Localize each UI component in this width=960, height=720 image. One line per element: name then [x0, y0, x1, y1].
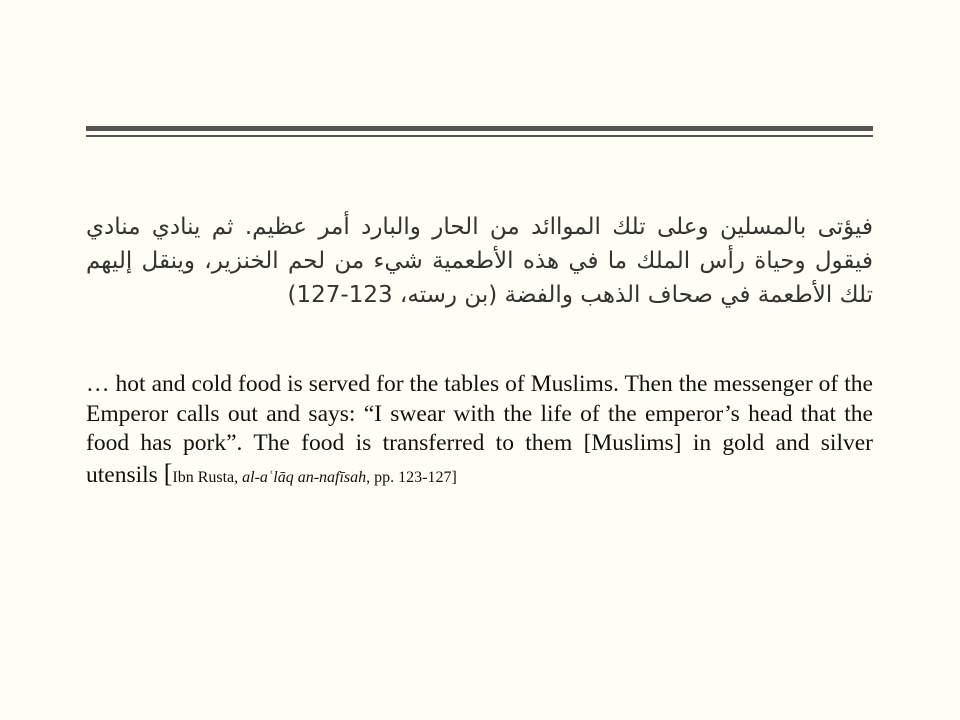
citation-title: al-aʿlāq an-nafīsah	[242, 468, 367, 486]
citation-pages: , pp. 123-127]	[366, 468, 457, 486]
top-rule-thin	[86, 135, 873, 137]
top-rule-thick	[86, 126, 873, 131]
english-translation	[86, 370, 873, 492]
citation	[172, 469, 456, 486]
arabic-quote: فيؤتى بالمسلين وعلى تلك المواائد من الحار والبارد أمر عظيم. ثم ينادي منادي فيقول وحياة رأس الملك ما في هذه الأطعمية شيء من لحم الخنزير، وينقل إليهم تلك الأطعمة في صحاف الذهب والفضة (بن رسته، 123-127)	[86, 214, 873, 308]
citation-open-bracket: [	[163, 458, 173, 488]
citation-author: Ibn Rusta,	[172, 468, 243, 486]
translation-text: … hot and cold food is served for the tables of Muslims. Then the messenger of the Emperor calls out and says: “I swear with the life of the emperor’s head that the food has pork”. The food is transferred to them [Muslims] in gold and silver utensils	[86, 371, 873, 488]
